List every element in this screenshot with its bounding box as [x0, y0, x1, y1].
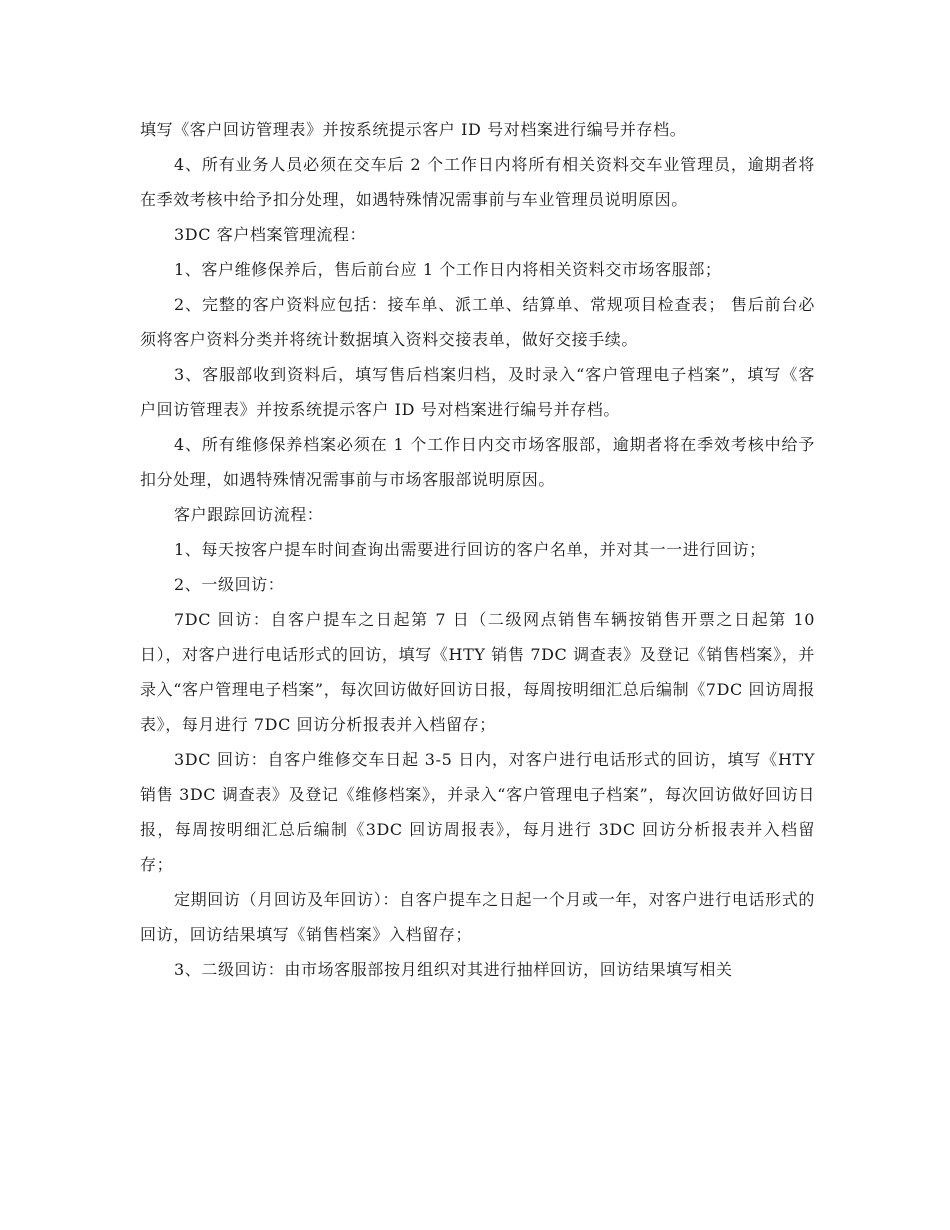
section-heading-3dc-archive: 3DC 客户档案管理流程： — [174, 225, 367, 244]
paragraph-2: 4、所有业务人员必须在交车后 2 个工作日内将所有相关资料交车业管理员，逾期者将在季效考核中给予扣分处理，如遇特殊情况需事前与车业管理员说明原因。 — [140, 155, 815, 209]
paragraph-4: 1、客户维修保养后，售后前台应 1 个工作日内将相关资料交市场客服部； — [174, 260, 722, 279]
paragraph-14: 3、二级回访：由市场客服部按月组织对其进行抽样回访，回访结果填写相关 — [174, 960, 733, 979]
paragraph-10: 2、一级回访： — [174, 575, 285, 594]
document-body — [140, 112, 815, 987]
paragraph-7: 4、所有维修保养档案必须在 1 个工作日内交市场客服部，逾期者将在季效考核中给予扣分处理，如遇特殊情况需事前与市场客服部说明原因。 — [140, 435, 815, 489]
paragraph-5: 2、完整的客户资料应包括：接车单、派工单、结算单、常规项目检查表； 售后前台必须将客户资料分类并将统计数据填入资料交接表单，做好交接手续。 — [140, 295, 815, 349]
paragraph-6: 3、客服部收到资料后，填写售后档案归档，及时录入“客户管理电子档案”，填写《客户回访管理表》并按系统提示客户 ID 号对档案进行编号并存档。 — [140, 365, 815, 419]
paragraph-12: 3DC 回访：自客户维修交车日起 3-5 日内，对客户进行电话形式的回访，填写《HTY 销售 3DC 调查表》及登记《维修档案》，并录入“客户管理电子档案”，每次回访做好回访日报，每周按明细汇总后编制《3DC 回访周报表》，每月进行 3DC 回访分析报表并入档留存； — [140, 750, 815, 874]
paragraph-1: 填写《客户回访管理表》并按系统提示客户 ID 号对档案进行编号并存档。 — [140, 120, 687, 139]
paragraph-13: 定期回访（月回访及年回访）：自客户提车之日起一个月或一年，对客户进行电话形式的回访，回访结果填写《销售档案》入档留存； — [140, 890, 815, 944]
paragraph-11: 7DC 回访：自客户提车之日起第 7 日（二级网点销售车辆按销售开票之日起第 10 日），对客户进行电话形式的回访，填写《HTY 销售 7DC 调查表》及登记《销售档案》，并录入“客户管理电子档案”，每次回访做好回访日报，每周按明细汇总后编制《7DC 回访周报表》，每月进行 7DC 回访分析报表并入档留存； — [140, 610, 815, 734]
paragraph-9: 1、每天按客户提车时间查询出需要进行回访的客户名单，并对其一一进行回访； — [174, 540, 766, 559]
section-heading-follow-up: 客户跟踪回访流程： — [174, 505, 324, 524]
